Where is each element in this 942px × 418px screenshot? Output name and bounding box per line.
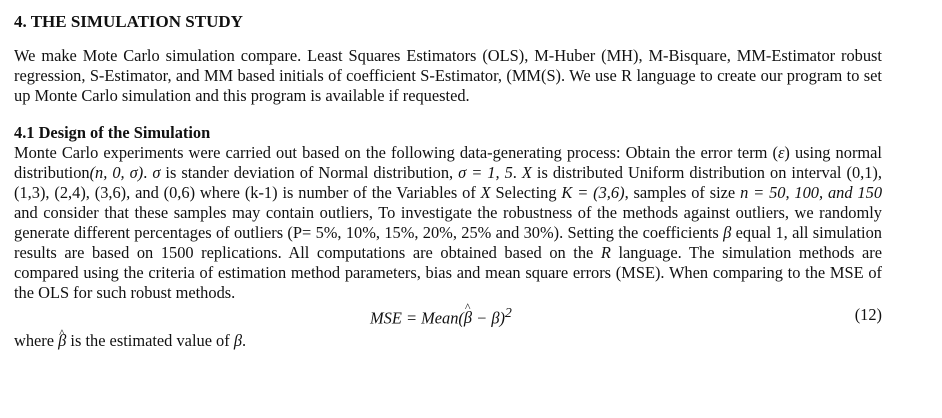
design-text-2: ) using normal distribution [14, 143, 882, 182]
mse-equation [370, 305, 512, 328]
where-beta-hat: β ^ [58, 331, 66, 351]
intro-paragraph: We make Mote Carlo simulation compare. Least Squares Estimators (OLS), M-Huber (MH), M-Bisquare, MM-Estimator robust regression, S-Estimator, and MM based initials of coefficient S-Estimator, (MM(S). We use R language to create our program to set up Monte Carlo simulation and this program is available if requested. [14, 46, 882, 105]
where-suffix: . [241, 331, 247, 350]
design-text-4: is stander deviation of Normal distribution, [160, 163, 459, 182]
beta-symbol: β [723, 223, 732, 242]
design-text-10: equal 1, all simulation results are based on 1500 replications. All computations are obtained based on the [14, 223, 882, 262]
where-line [14, 331, 882, 351]
design-paragraph [14, 143, 882, 303]
k-equation: K = (3,6) [561, 183, 625, 202]
section-title: 4. THE SIMULATION STUDY [14, 12, 243, 31]
design-text-7: Selecting [490, 183, 562, 202]
where-beta: β [233, 331, 242, 350]
design-text-1: Monte Carlo experiments were carried out based on the following data-generating process: Obtain the error term ( [14, 143, 778, 162]
sigma-equation: σ = 1, 5 [458, 163, 513, 182]
design-text-8: , samples of size [624, 183, 741, 202]
where-middle: is the estimated value of [66, 331, 234, 350]
design-text-5: . [512, 163, 522, 182]
epsilon-symbol: ε [777, 143, 785, 162]
design-text-11: language. The simulation methods are compared using the criteria of estimation method parameters, bias and mean square errors (MSE). When comparing to the MSE of the OLS for such robust methods. [14, 243, 882, 302]
design-text-3: . [143, 163, 153, 182]
r-language-symbol: R [600, 243, 611, 262]
equation-number: (12) [854, 305, 882, 324]
where-prefix: where [14, 331, 59, 350]
equation-row [14, 303, 882, 331]
subsection-title: 4.1 Design of the Simulation [14, 123, 211, 142]
design-text-6: is distributed Uniform distribution on interval (0,1), (1,3), (2,4), (3,6), and (0,6) where (k-1) is number of the Variables of [14, 163, 882, 202]
equation-lhs: MSE = Mean( [370, 308, 464, 328]
x-symbol-1: X [521, 163, 532, 182]
n-equation: n = 50, 100, and 150 [740, 183, 883, 202]
sigma-symbol: σ [152, 163, 161, 182]
x-symbol-2: X [480, 183, 491, 202]
beta-hat-symbol: β ^ [464, 308, 472, 328]
paper-page [14, 12, 882, 351]
design-text-9: and consider that these samples may contain outliers, To investigate the robustness of the methods against outliers, we randomly generate different percentages of outliers (P= 5%, 10%, 15%, 20%, 25% and 30%). Setting the coefficients [14, 203, 882, 242]
equation-mid: − β) [472, 308, 505, 328]
normal-params: (n, 0, σ) [89, 163, 144, 182]
equation-exponent: 2 [504, 305, 512, 320]
